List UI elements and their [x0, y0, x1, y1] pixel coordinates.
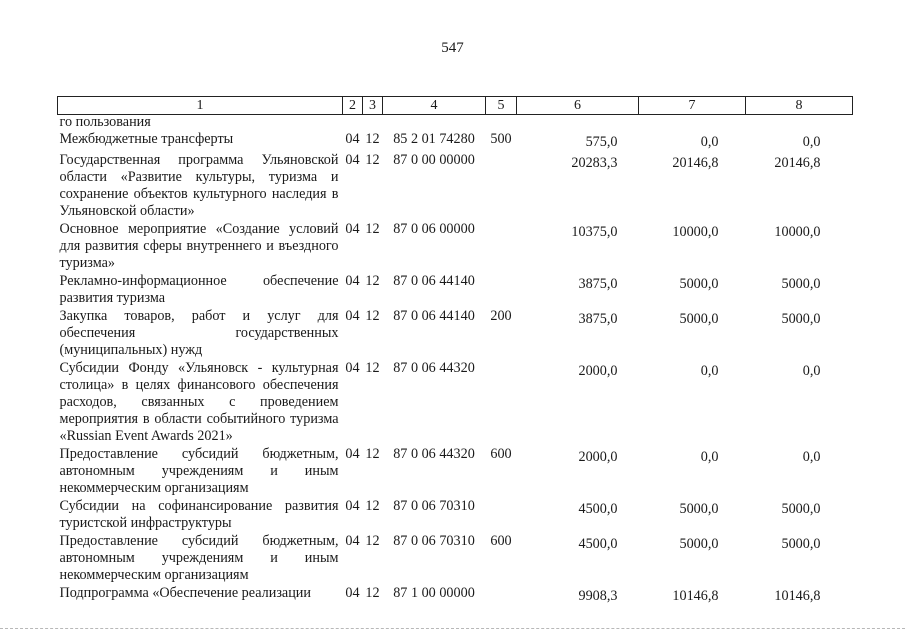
row-section: 04: [345, 498, 360, 514]
row-amount-8: 5000,0: [781, 311, 821, 327]
row-target-article: 87 0 00 00000: [393, 152, 475, 168]
row-target-article: 87 0 06 00000: [393, 221, 475, 237]
row-amount-7: 10000,0: [672, 224, 719, 240]
table-row: [58, 273, 853, 308]
row-amount-7: [639, 115, 746, 132]
row-amount-6: 10375,0: [571, 224, 618, 240]
row-subsection: 12: [365, 273, 380, 289]
row-subsection: [363, 115, 383, 132]
row-amount-8: 0,0: [802, 363, 821, 379]
column-header-3: 3: [363, 97, 383, 115]
table-row: [58, 446, 853, 498]
row-amount-8: 5000,0: [781, 536, 821, 552]
row-amount-8: 0,0: [802, 449, 821, 465]
row-section: 04: [345, 221, 360, 237]
row-name: Закупка товаров, работ и услуг для обеспечения государственных (муниципальных) нужд: [59, 308, 339, 358]
row-section: 04: [345, 585, 360, 601]
row-amount-6: 2000,0: [578, 363, 618, 379]
row-name: Подпрограмма «Обеспечение реализации: [59, 585, 311, 601]
table-row: [58, 308, 853, 360]
row-target-article: [383, 115, 486, 132]
row-expense-type: 600: [490, 446, 512, 462]
row-amount-8: 10146,8: [774, 588, 821, 604]
row-target-article: 87 0 06 44140: [393, 273, 475, 289]
table-row: [58, 360, 853, 446]
table-header-row: [58, 97, 853, 115]
row-amount-7: 10146,8: [672, 588, 719, 604]
column-header-2: 2: [343, 97, 363, 115]
row-section: 04: [345, 273, 360, 289]
table-row: [58, 221, 853, 273]
row-expense-type: [486, 585, 517, 606]
row-subsection: 12: [365, 498, 380, 514]
row-amount-8: 10000,0: [774, 224, 821, 240]
budget-table: [57, 96, 853, 606]
row-name: Предоставление субсидий бюджетным, автономным учреждениям и иным некоммерческим организациям: [59, 446, 339, 496]
row-subsection: 12: [365, 308, 380, 324]
row-section: 04: [345, 533, 360, 549]
row-amount-6: 2000,0: [578, 449, 618, 465]
column-header-5: 5: [486, 97, 517, 115]
table-row: [58, 131, 853, 152]
row-section: 04: [345, 308, 360, 324]
row-name: Основное мероприятие «Создание условий для развития сферы внутреннего и въездного туризма»: [59, 221, 339, 271]
scan-edge-line: [0, 628, 905, 629]
row-expense-type: [486, 273, 517, 308]
row-amount-6: 20283,3: [571, 155, 618, 171]
column-header-1: 1: [58, 97, 343, 115]
row-target-article: 87 0 06 70310: [393, 533, 475, 549]
row-name: го пользования: [59, 114, 151, 130]
row-expense-type: [486, 498, 517, 533]
row-subsection: 12: [365, 131, 380, 147]
row-amount-7: 5000,0: [679, 536, 719, 552]
row-target-article: 85 2 01 74280: [393, 131, 475, 147]
table-row: [58, 115, 853, 132]
column-header-8: 8: [746, 97, 853, 115]
row-section: 04: [345, 152, 360, 168]
row-subsection: 12: [365, 446, 380, 462]
row-amount-6: 3875,0: [578, 311, 618, 327]
row-expense-type: 200: [490, 308, 512, 324]
row-amount-6: 9908,3: [578, 588, 618, 604]
row-subsection: 12: [365, 360, 380, 376]
row-amount-8: [746, 115, 853, 132]
row-target-article: 87 0 06 70310: [393, 498, 475, 514]
row-expense-type: [486, 152, 517, 221]
row-subsection: 12: [365, 585, 380, 601]
row-subsection: 12: [365, 221, 380, 237]
row-amount-7: 5000,0: [679, 501, 719, 517]
row-section: 04: [345, 446, 360, 462]
row-name: Предоставление субсидий бюджетным, автономным учреждениям и иным некоммерческим организациям: [59, 533, 339, 583]
page-number: 547: [441, 40, 464, 56]
row-name: Субсидии на софинансирование развития туристской инфраструктуры: [59, 498, 339, 531]
row-amount-6: 3875,0: [578, 276, 618, 292]
column-header-4: 4: [383, 97, 486, 115]
row-expense-type: 500: [490, 131, 512, 147]
row-target-article: 87 0 06 44140: [393, 308, 475, 324]
row-name: Рекламно-информационное обеспечение развития туризма: [59, 273, 339, 306]
row-expense-type: [486, 115, 517, 132]
row-amount-8: 5000,0: [781, 501, 821, 517]
column-header-7: 7: [639, 97, 746, 115]
row-amount-8: 20146,8: [774, 155, 821, 171]
row-amount-6: [517, 115, 639, 132]
row-section: 04: [345, 131, 360, 147]
row-section: 04: [345, 360, 360, 376]
row-target-article: 87 1 00 00000: [393, 585, 475, 601]
row-amount-7: 0,0: [700, 363, 719, 379]
row-expense-type: 600: [490, 533, 512, 549]
row-subsection: 12: [365, 152, 380, 168]
column-header-6: 6: [517, 97, 639, 115]
row-amount-8: 5000,0: [781, 276, 821, 292]
row-subsection: 12: [365, 533, 380, 549]
row-amount-7: 0,0: [700, 134, 719, 150]
row-amount-7: 5000,0: [679, 311, 719, 327]
row-name: Субсидии Фонду «Ульяновск - культурная столица» в целях финансового обеспечения расходов, связанных с проведением мероприятия в области событийного туризма «Russian Event Awards 2021»: [59, 360, 339, 444]
table-row: [58, 152, 853, 221]
row-amount-7: 0,0: [700, 449, 719, 465]
table-row: [58, 533, 853, 585]
row-target-article: 87 0 06 44320: [393, 360, 475, 376]
row-target-article: 87 0 06 44320: [393, 446, 475, 462]
row-amount-6: 4500,0: [578, 536, 618, 552]
row-amount-8: 0,0: [802, 134, 821, 150]
row-amount-6: 575,0: [585, 134, 618, 150]
row-name: Межбюджетные трансферты: [59, 131, 234, 147]
row-amount-7: 20146,8: [672, 155, 719, 171]
table-row: [58, 585, 853, 606]
row-name: Государственная программа Ульяновской области «Развитие культуры, туризма и сохранение объектов культурного наследия в Ульяновской области»: [59, 152, 339, 219]
row-amount-7: 5000,0: [679, 276, 719, 292]
table-row: [58, 498, 853, 533]
row-expense-type: [486, 360, 517, 446]
row-section: [343, 115, 363, 132]
row-amount-6: 4500,0: [578, 501, 618, 517]
row-expense-type: [486, 221, 517, 273]
